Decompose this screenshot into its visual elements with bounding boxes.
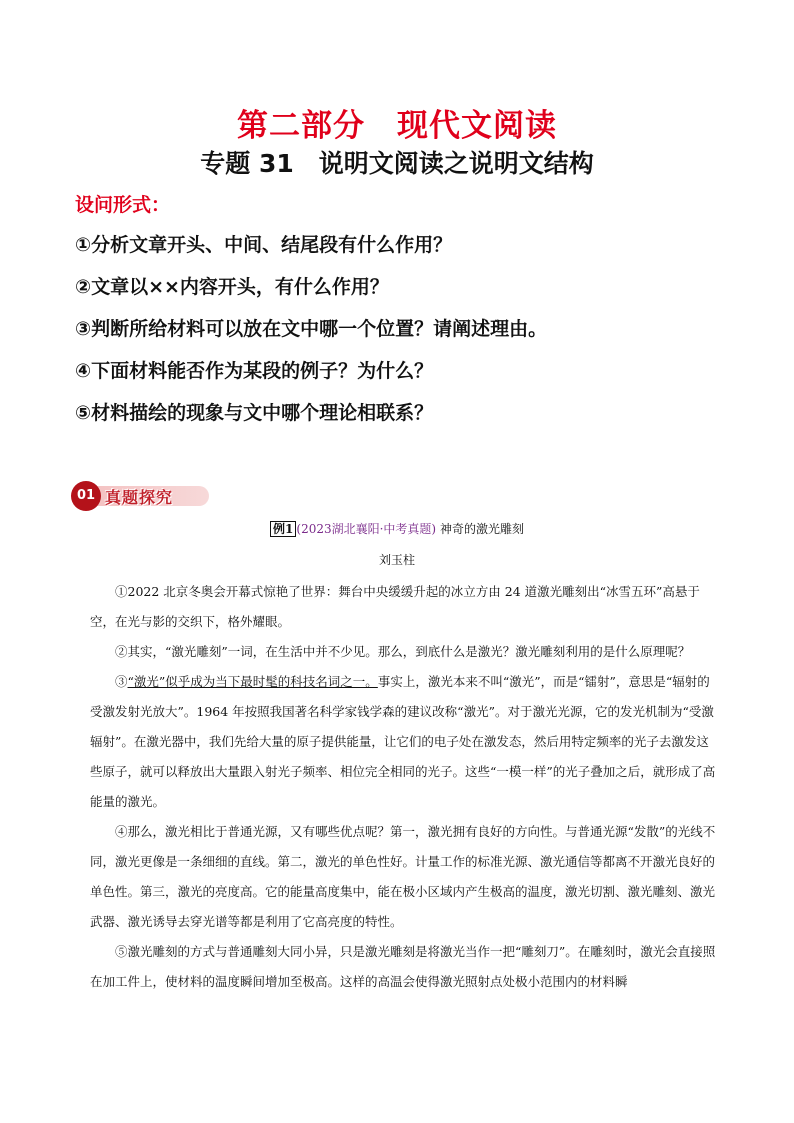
paragraph-3-number: ③ <box>115 674 128 689</box>
paragraph-2: ②其实，“激光雕刻”一词，在生活中并不少见。那么，到底什么是激光？激光雕刻利用的是什么原理呢？ <box>115 644 691 659</box>
badge-number: 01 <box>71 481 101 511</box>
article-title: 神奇的激光雕刻 <box>439 522 524 536</box>
question-item: ③判断所给材料可以放在文中哪一个位置？请阐述理由。 <box>75 318 548 340</box>
example-label: 例1 <box>270 521 296 537</box>
badge-label: 真题探究 <box>105 488 174 507</box>
question-item: ⑤材料描绘的现象与文中哪个理论相联系？ <box>75 402 434 424</box>
part-title: 第二部分 现代文阅读 <box>237 108 557 144</box>
example-heading <box>0 520 794 537</box>
underlined-sentence: “激光”似乎成为当下最时髦的科技名词之一。 <box>127 674 378 689</box>
example-source: (2023湖北襄阳·中考真题) <box>296 522 437 536</box>
article-author: 刘玉柱 <box>378 553 415 567</box>
section-badge <box>71 481 211 511</box>
question-item: ④下面材料能否作为某段的例子？为什么？ <box>75 360 434 382</box>
paragraph-3 <box>90 667 718 817</box>
question-item: ①分析文章开头、中间、结尾段有什么作用？ <box>75 234 453 256</box>
question-form-label: 设问形式： <box>75 194 171 216</box>
paragraph-5: ⑤激光雕刻的方式与普通雕刻大同小异，只是激光雕刻是将激光当作一把“雕刻刀”。在雕刻时，激光会直接照在加工件上，使材料的温度瞬间增加至极高。这样的高温会使得激光照射点处极小范围内的材料瞬 <box>90 944 716 989</box>
question-item: ②文章以××内容开头，有什么作用？ <box>75 276 389 298</box>
paragraph-3-body: 事实上，激光本来不叫“激光”，而是“镭射”，意思是“辐射的受激发射光放大”。1964 年按照我国著名科学家钱学森的建议改称“激光”。对于激光光源，它的发光机制为“受激辐射”。在激光器中，我们先给大量的原子提供能量，让它们的电子处在激发态，然后用特定频率的光子去激发这些原子，就可以释放出大量跟入射光子频率、相位完全相同的光子。这些“一模一样”的光子叠加之后，就形成了高能量的激光。 <box>90 674 716 809</box>
topic-title: 专题 31 说明文阅读之说明文结构 <box>200 149 594 178</box>
paragraph-1: ①2022 北京冬奥会开幕式惊艳了世界：舞台中央缓缓升起的冰立方由 24 道激光雕刻出“冰雪五环”高悬于空，在光与影的交织下，格外耀眼。 <box>90 584 700 629</box>
paragraph-4: ④那么，激光相比于普通光源，又有哪些优点呢？第一，激光拥有良好的方向性。与普通光源“发散”的光线不同，激光更像是一条细细的直线。第二，激光的单色性好。计量工作的标准光源、激光通信等都离不开激光良好的单色性。第三，激光的亮度高。它的能量高度集中，能在极小区域内产生极高的温度，激光切割、激光雕刻、激光武器、激光诱导去穿光谱等都是利用了它高亮度的特性。 <box>90 824 716 929</box>
